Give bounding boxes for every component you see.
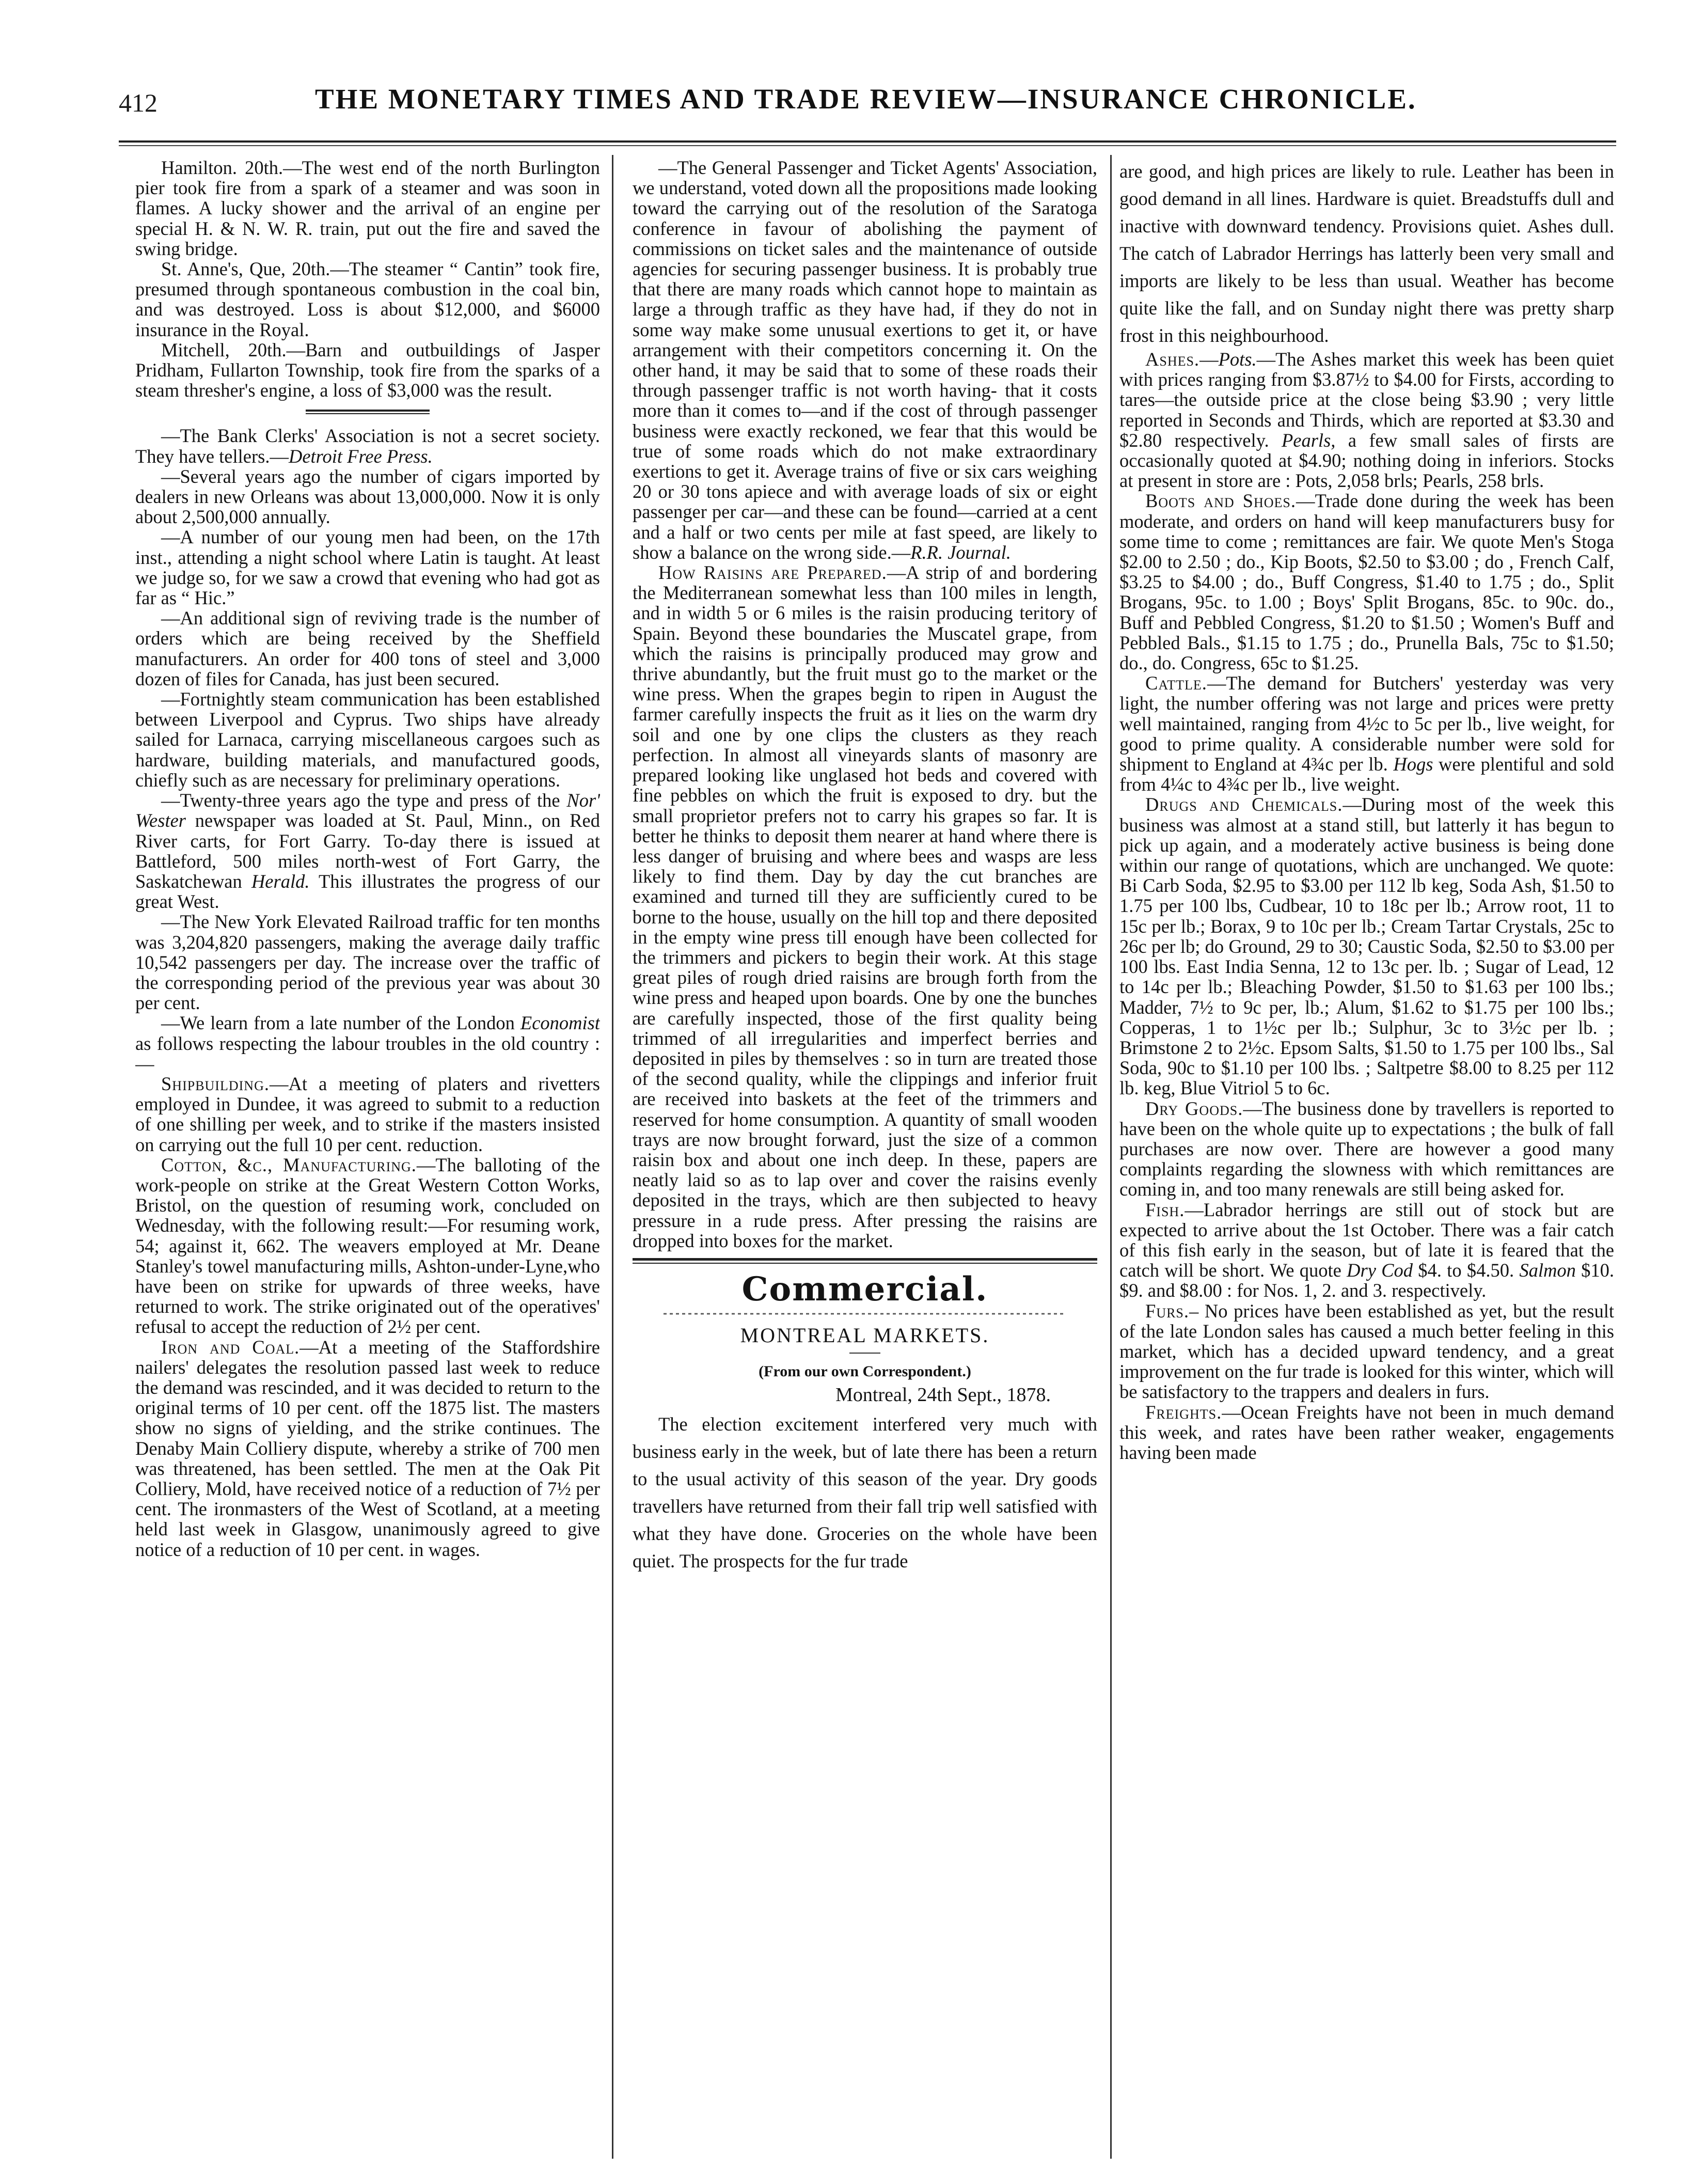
dateline: Montreal, 24th Sept., 1878. (835, 1384, 1051, 1406)
article-cigars: —Several years ago the number of cigars imported by dealers in new Orleans was about 13,000,000. Now it is only about 2,500,000 annually. (135, 465, 600, 528)
column-1 (135, 158, 600, 2172)
market-dry-goods: Dry Goods.—The business done by travellers is reported to have been on the whole quite up to expectations ; the bulk of fall purchases are now over. There are however a good many complaints regarding the slowness with which remittances are coming in, and too many renewals are still being asked for. (1119, 1097, 1614, 1200)
article-raisins: How Raisins are Prepared.—A strip of and bordering the Mediterranean somewhat less than 100 miles in length, and in width 5 or 6 miles is the raisin producing teritory of Spain. Beyond these boundaries the Muscatel grape, from which the raisins is principally produced may grow and thrive abundantly, but the fruit must go to the market or the wine press. When the grapes begin to ripen in August the farmer carefully inspects the fruit as it lies on the warm dry soil and one by one clips the clusters as they reach perfection. In almost all vineyards slants of masonry are prepared looking like unglased hot beds and covered with fine pebbles on which the fruit is exposed to dry. but the small proprietor prefers not to carry his grapes so far. It is better he thinks to deposit them nearer at hand where there is less danger of bruising and where bees and wasps are less likely to find them. Day by day the cut branches are examined and turned till they are sufficiently cured to be borne to the house, usually on the hill top and there deposited in the empty wine press till enough have been collected for the trimmers and pickers to begin their work. At this stage great piles of rough dried raisins are brough forth from the wine press and heaped upon boards. One by one the bunches are carefully inspected, those of the first quality being trimmed of all irregularities and imperfect berries and deposited in piles by themselves : so in turn are treated those of the second quality, while the clippings and inferior fruit are received into baskets at the feet of the trimmers and reserved for home consumption. A quantity of small wooden trays are now brought forward, just the size of a common raisin box and about one inch deep. In these, papers are neatly laid so as to lap over and cover the raisins evenly deposited in the trays, which are then subjected to heavy pressure in a rude press. After pressing the raisins are dropped into boxes for the market. (633, 562, 1097, 1251)
short-dash (849, 1353, 880, 1354)
masthead: THE MONETARY TIMES AND TRADE REVIEW—INSURANCE CHRONICLE. (315, 83, 1417, 115)
column-2 (633, 158, 1097, 2172)
article-mitchell: Mitchell, 20th.—Barn and outbuildings of Jasper Pridham, Fullarton Township, took fire from the sparks of a steam thresher's engine, a loss of $3,000 was the result. (135, 339, 600, 401)
market-intro (633, 1410, 1097, 1575)
commercial-rule (633, 1258, 1097, 1264)
market-boots-shoes: Boots and Shoes.—Trade done during the week has been moderate, and orders on hand will keep manufacturers busy for some time to come ; remittances are fair. We quote Men's Stoga $2.00 to 2.50 ; do., Kip Boots, $2.50 to $3.00 ; do , French Calf, $3.25 to $4.00 ; do., Buff Congress, $1.40 to 1.75 ; do., Split Brogans, 95c. to 1.00 ; Boys' Split Brogans, 85c. to 90c. do., Buff and Pebbled Congress, $1.20 to $1.50 ; Women's Buff and Pebbled Bals., $1.15 to 1.75 ; do., Prunella Bals, 75c to $1.50; do., do. Congress, 65c to $1.25. (1119, 490, 1614, 674)
article-cyprus: —Fortnightly steam communication has been established between Liverpool and Cyprus. Two ships have already sailed for Larnaca, carrying miscellaneous cargoes such as hardware, building materials, and manufactured goods, chiefly such as are necessary for preliminary operations. (135, 688, 600, 791)
page-number: 412 (119, 88, 157, 117)
market-continued: are good, and high prices are likely to rule. Leather has been in good demand in all lines. Hardware is quiet. Breadstuffs dull and inactive with downward tendency. Provisions quiet. Ashes dull. The catch of Labrador Herrings has latterly been very small and imports are likely to be less than usual. Weather has become quite like the fall, and on Sunday night there was pretty sharp frost in this neighbourhood. (1119, 161, 1614, 346)
article-norwester: —Twenty-three years ago the type and press of the Nor' Wester newspaper was loaded at St. Paul, Minn., on Red River carts, for Fort Garry. To-day there is issued at Battleford, 500 miles north-west of Fort Garry, the Saskatchewan Herald. This illustrates the progress of our great West. (135, 790, 600, 913)
article-shipbuilding: Shipbuilding.—At a meeting of platers and rivetters employed in Dundee, it was agreed to submit to a reduction of one shilling per week, and to strike if the masters insisted on carrying out the full 10 per cent. reduction. (135, 1073, 600, 1155)
montreal-markets-heading: MONTREAL MARKETS. (740, 1323, 990, 1347)
article-sheffield: —An additional sign of reviving trade is the number of orders which are being received by the Sheffield manufacturers. An order for 400 tons of steel and 3,000 dozen of files for Canada, has just been secured. (135, 607, 600, 689)
article-hamilton: Hamilton. 20th.—The west end of the north Burlington pier took fire from a spark of a steamer and was soon in flames. A lucky shower and the arrival of an engine per special H. & N. W. R. train, put out the fire and saved the swing bridge. (135, 158, 600, 259)
article-young-men: —A number of our young men had been, on the 17th inst., attending a night school where Latin is taught. At least we judge so, for we saw a crowd that evening who had got as far as “ Hic.” (135, 526, 600, 609)
column-3 (1119, 158, 1614, 2172)
market-furs: Furs.– No prices have been established as yet, but the result of the late London sales has caused a much better feeling in this market, which has a decided upward tendency, and a great improvement on the fur trade is looked for this winter, which will be satisfactory to the trappers and dealers in furs. (1119, 1300, 1614, 1403)
article-elevated-railroad: —The New York Elevated Railroad traffic for ten months was 3,204,820 passengers, making the average daily traffic 10,542 passengers per day. The increase over the traffic of the corresponding period of the previous year was about 30 per cent. (135, 911, 600, 1014)
market-cattle: Cattle.—The demand for Butchers' yesterday was very light, the number offering was not large and prices were pretty well maintained, ranging from 4½c to 5c per lb., live weight, for good to prime quality. A considerable number were sold for shipment to England at 4¾c per lb. Hogs were plentiful and sold from 4¼c to 4¾c per lb., live weight. (1119, 672, 1614, 795)
decorative-rule (664, 1313, 1066, 1315)
header-rule-thin (119, 145, 1616, 146)
article-economist: —We learn from a late number of the London Economist as follows respecting the labour troubles in the old country :— (135, 1012, 600, 1074)
article-election: The election excitement interfered very much with business early in the week, but of late there has been a return to the usual activity of this season of the year. Dry goods travellers have returned from their fall trip well satisfied with what they have done. Groceries on the whole have been quiet. The prospects for the fur trade (633, 1413, 1097, 1572)
column-divider-1 (612, 155, 613, 2159)
article-passenger-agents: —The General Passenger and Ticket Agents' Association, we understand, voted down all the propositions made looking toward the carrying out of the resolution of the Saratoga conference in favour of abolishing the payment of commissions on ticket sales and the maintenance of outside agencies for securing passenger business. It is probably true that there are many roads which cannot hope to maintain as large a through traffic as they have had, if they do not in some way make some unusual exertions to get it, or have arrangement with their competitors concerning it. On the other hand, it may be said that to some of these roads their through passenger traffic is not worth having- that it costs more than it comes to—and if the cost of through passenger business were exactly reckoned, we fear that this would be true of some roads which do not make extraordinary exertions to get it. Average trains of five or six cars weighing 20 or 30 tons apiece and with average loads of six or eight passenger per car—and these can be found—carried at a cent and a half or two cents per mile at fast speed, are likely to show a balance on the wrong side.—R.R. Journal. (633, 158, 1097, 563)
article-bank-clerks: —The Bank Clerks' Association is not a secret society. They have tellers.—Detroit Free Press. (135, 425, 600, 467)
page-header (119, 83, 1616, 129)
commercial-heading: Commercial. (741, 1269, 988, 1309)
correspondent-line: (From our own Correspondent.) (759, 1362, 971, 1380)
market-ashes: Ashes.—Pots.—The Ashes market this week has been quiet with prices ranging from $3.87½ to $4.00 for Firsts, according to tares—the outside price at the close being $3.90 ; very little reported in Seconds and Thirds, which are reported at $3.30 and $2.80 respectively. Pearls, a few small sales of firsts are occasionally quoted at $4.90; nothing doing in inferiors. Stocks at present in store are : Pots, 2,058 brls; Pearls, 258 brls. (1119, 349, 1614, 492)
article-cotton: Cotton, &c., Manufacturing.—The balloting of the work-people on strike at the Great Western Cotton Works, Bristol, on the question of resuming work, concluded on Wednesday, with the following result:—For resuming work, 54; against it, 662. The weavers employed at Mr. Deane Stanley's towel manufacturing mills, Ashton-under-Lyne,who have been on strike for upwards of three weeks, have returned to work. The strike originated out of the operatives' refusal to accept the reduction of 2½ per cent. (135, 1154, 600, 1338)
market-fish: Fish.—Labrador herrings are still out of stock but are expected to arrive about the 1st October. There was a fair catch of this fish early in the season, but of late it is feared that the catch will be short. We quote Dry Cod $4. to $4.50. Salmon $10. $9. and $8.00 : for Nos. 1, 2. and 3. respectively. (1119, 1199, 1614, 1301)
separator-rule (306, 410, 430, 414)
market-drugs-chemicals: Drugs and Chemicals.—During most of the week this business was almost at a stand still, but latterly it has begun to pick up again, and a moderately active business is being done within our range of quotations, which are unchanged. We quote: Bi Carb Soda, $2.95 to $3.00 per 112 lb keg, Soda Ash, $1.50 to 1.75 per 100 lbs, Cudbear, 10 to 18c per lb.; Arrow root, 11 to 15c per lb.; Borax, 9 to 10c per lb.; Cream Tartar Crystals, 25c to 26c per lb; do Ground, 29 to 30; Caustic Soda, $2.50 to $3.00 per 100 lbs. East India Senna, 12 to 13c per. lb. ; Sugar of Lead, 12 to 14c per lb.; Bleaching Powder, $1.50 to $1.63 per 100 lbs.; Madder, 7½ to 9c per, lb.; Alum, $1.62 to $1.75 per 100 lbs.; Copperas, 1 to 1½c per lb.; Sulphur, 3c to 3½c per lb. ; Brimstone 2 to 2½c. Epsom Salts, $1.50 to 1.75 per 100 lbs., Sal Soda, 90c to $1.10 per 100 lbs. ; Saltpetre $8.00 to 8.25 per 112 lb. keg, Blue Vitriol 5 to 6c. (1119, 794, 1614, 1099)
article-st-annes: St. Anne's, Que, 20th.—The steamer “ Cantin” took fire, presumed through spontaneous combustion in the coal bin, and was destroyed. Loss is about $12,000, and $6000 insurance in the Royal. (135, 258, 600, 340)
column-divider-2 (1110, 155, 1112, 2159)
header-rule (119, 140, 1616, 143)
article-iron-coal: Iron and Coal.—At a meeting of the Staffordshire nailers' delegates the resolution passed last week to reduce the demand was rescinded, and it was decided to return to the original terms of 10 per cent. off the 1875 list. The masters show no signs of yielding, and the strike continues. The Denaby Main Colliery dispute, whereby a strike of 700 men was threatened, has been settled. The men at the Oak Pit Colliery, Mold, have received notice of a reduction of 7½ per cent. The ironmasters of the West of Scotland, at a meeting held last week in Glasgow, unanimously agreed to give notice of a reduction of 10 per cent. in wages. (135, 1336, 600, 1560)
market-freights: Freights.—Ocean Freights have not been in much demand this week, and rates have been rather weaker, engagements having been made (1119, 1401, 1614, 1463)
